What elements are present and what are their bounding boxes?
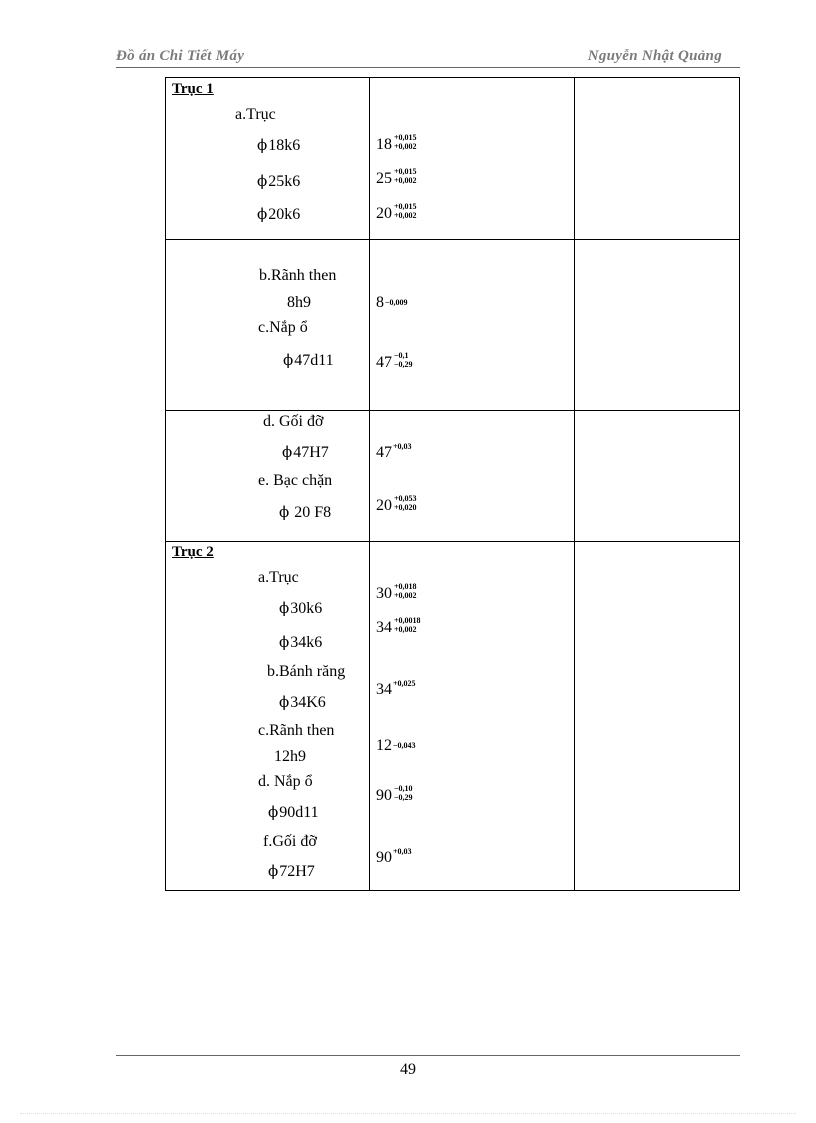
phi-icon: ϕ <box>283 351 294 369</box>
page-bottom-border <box>20 1113 796 1114</box>
label-a-truc-2: a.Trục <box>258 569 299 586</box>
header-author: Nguyễn Nhật Quảng <box>587 48 722 64</box>
phi-icon: ϕ <box>279 633 290 651</box>
tol-34-k6: 34 +0,0018 +0,002 <box>376 616 421 636</box>
label-d-nap-o-2: d. Nắp ổ <box>258 773 313 790</box>
fit-34K6: ϕ34K6 <box>279 693 326 711</box>
label-d-goi-do: d. Gối đỡ <box>263 413 324 430</box>
fit-47H7: ϕ47H7 <box>282 443 329 461</box>
tol-30: 30 +0,018 +0,002 <box>376 582 417 602</box>
fit-34k6: ϕ34k6 <box>279 633 323 651</box>
tolerance-table <box>165 77 740 891</box>
section-title-truc-2: Trục 2 <box>172 544 214 560</box>
label-b-banh-rang: b.Bánh răng <box>267 663 346 680</box>
fit-18k6: ϕ18k6 <box>257 136 301 154</box>
label-c-nap-o: c.Nắp ổ <box>258 319 308 336</box>
row-divider-1 <box>165 239 740 240</box>
tol-20: 20 +0,015 +0,002 <box>376 202 417 222</box>
tol-18: 18 +0,015 +0,002 <box>376 133 417 153</box>
label-b-ranh-then: b.Rãnh then <box>259 267 337 284</box>
tol-8: 8−0,009 <box>376 294 408 311</box>
phi-icon: ϕ <box>257 136 268 154</box>
fit-30k6: ϕ30k6 <box>279 599 323 617</box>
phi-icon: ϕ <box>279 503 290 521</box>
fit-47d11: ϕ47d11 <box>283 351 334 369</box>
tol-34-K6: $34^{+0,025}$ <box>376 679 416 698</box>
tol-90-H7: $90^{+0,03}$ <box>376 847 412 866</box>
phi-icon: ϕ <box>268 862 279 880</box>
column-divider-2 <box>574 77 575 891</box>
tol-47-H7: $47^{+0,03}$ <box>376 442 412 461</box>
fit-20k6: ϕ20k6 <box>257 205 301 223</box>
label-e-bac-chan: e. Bạc chặn <box>258 472 333 489</box>
column-divider-1 <box>369 77 370 891</box>
phi-icon: ϕ <box>257 172 268 190</box>
fit-8h9: 8h9 <box>287 294 311 311</box>
section-title-truc-1: Trục 1 <box>172 81 214 97</box>
phi-icon: ϕ <box>279 599 290 617</box>
phi-icon: ϕ <box>257 205 268 223</box>
row-divider-2 <box>165 410 740 411</box>
row-divider-3 <box>165 541 740 542</box>
phi-icon: ϕ <box>268 803 279 821</box>
tol-25: 25 +0,015 +0,002 <box>376 167 417 187</box>
footer-divider <box>116 1055 740 1056</box>
tol-20-F8: 20 +0,053 +0,020 <box>376 494 417 514</box>
tol-47-d11: 47 −0,1 −0,29 <box>376 351 413 371</box>
label-c-ranh-then-2: c.Rãnh then <box>258 722 335 739</box>
header-left-title: Đồ án Chi Tiết Máy <box>116 48 245 64</box>
page-number: 49 <box>400 1061 416 1078</box>
fit-90d11: ϕ90d11 <box>268 803 319 821</box>
fit-25k6: ϕ25k6 <box>257 172 301 190</box>
label-f-goi-do: f.Gối đỡ <box>263 833 317 850</box>
fit-72H7: ϕ72H7 <box>268 862 315 880</box>
phi-icon: ϕ <box>279 693 290 711</box>
fit-20F8: ϕ 20 F8 <box>279 503 332 521</box>
label-a-truc: a.Trục <box>235 106 276 123</box>
phi-icon: ϕ <box>282 443 293 461</box>
tol-90-d11: 90 −0,10 −0,29 <box>376 784 413 804</box>
tol-12: 12−0,043 <box>376 737 416 754</box>
header-divider <box>116 67 740 68</box>
fit-12h9: 12h9 <box>274 748 306 765</box>
